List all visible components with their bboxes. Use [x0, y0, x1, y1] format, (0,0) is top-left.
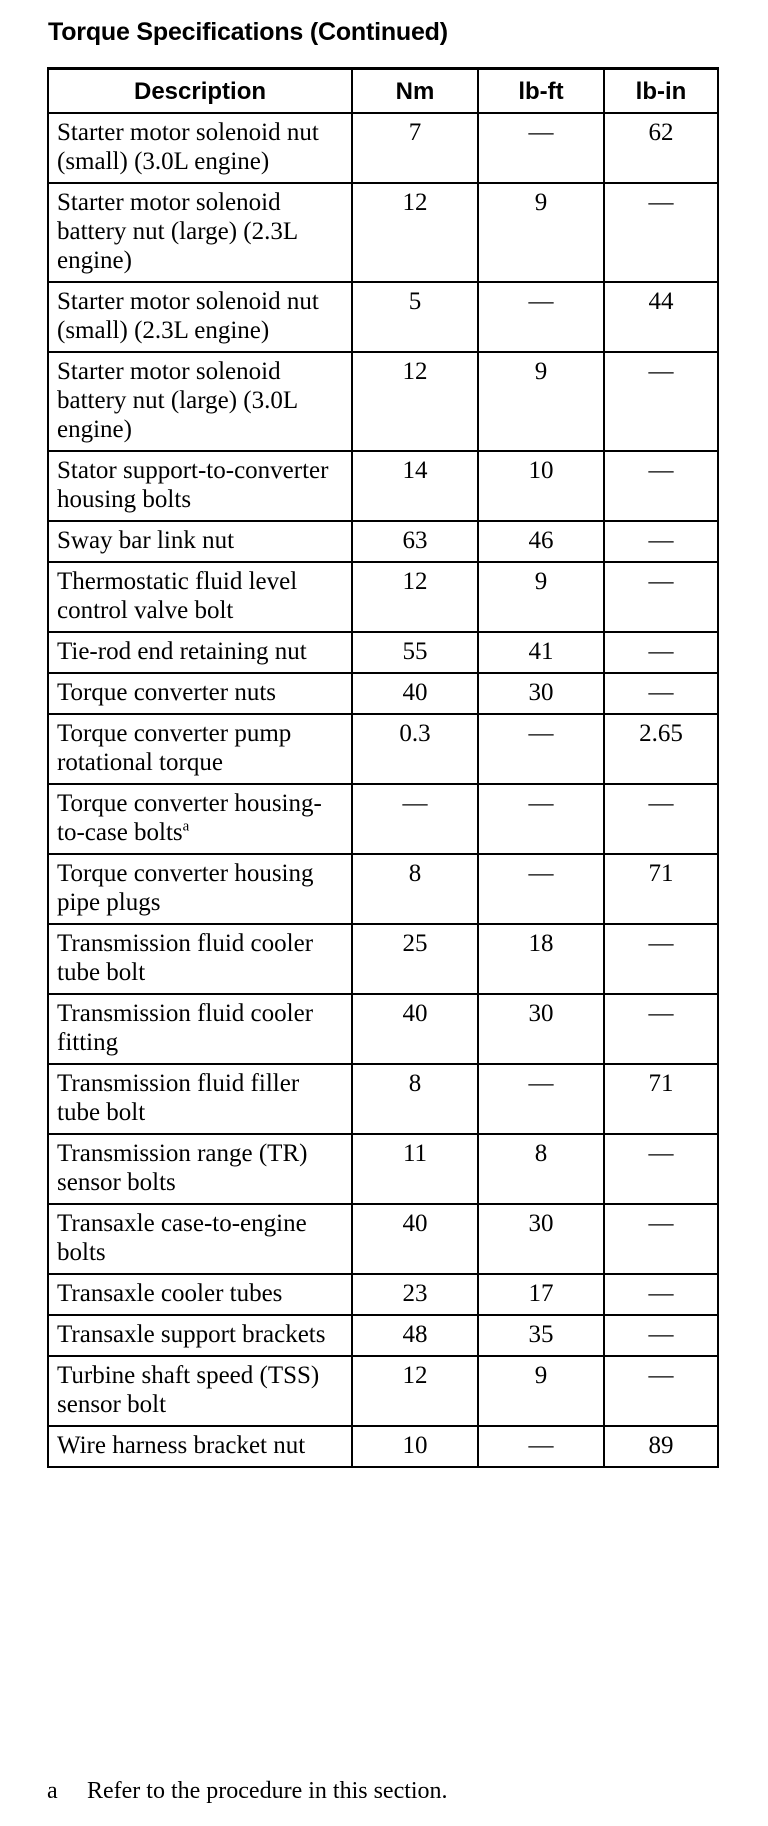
- cell-lbft: 41: [478, 632, 604, 673]
- cell-lbin: —: [604, 673, 718, 714]
- table-row: [48, 673, 718, 714]
- cell-lbft: —: [478, 1064, 604, 1134]
- description-text: Transaxle case-to-engine bolts: [57, 1210, 307, 1266]
- table-row: [48, 183, 718, 282]
- cell-lbft: 46: [478, 521, 604, 562]
- cell-description: [48, 714, 352, 784]
- table-row: [48, 1315, 718, 1356]
- cell-description: [48, 1426, 352, 1467]
- cell-lbft: —: [478, 113, 604, 183]
- table-row: [48, 562, 718, 632]
- cell-lbft: —: [478, 714, 604, 784]
- table-row: [48, 1064, 718, 1134]
- table-row: [48, 1356, 718, 1426]
- description-text: Torque converter housing pipe plugs: [57, 860, 314, 916]
- cell-nm: 55: [352, 632, 478, 673]
- cell-lbin: 71: [604, 1064, 718, 1134]
- cell-description: [48, 521, 352, 562]
- cell-description: [48, 562, 352, 632]
- cell-nm: 8: [352, 854, 478, 924]
- cell-lbft: —: [478, 854, 604, 924]
- cell-lbin: 44: [604, 282, 718, 352]
- cell-lbft: 30: [478, 1204, 604, 1274]
- cell-description: [48, 1134, 352, 1204]
- table-row: [48, 632, 718, 673]
- cell-description: [48, 673, 352, 714]
- cell-lbin: —: [604, 994, 718, 1064]
- cell-lbft: —: [478, 784, 604, 854]
- torque-spec-table: [47, 67, 719, 1468]
- cell-nm: 11: [352, 1134, 478, 1204]
- description-text: Torque converter nuts: [57, 679, 277, 706]
- cell-lbft: 17: [478, 1274, 604, 1315]
- cell-lbin: —: [604, 924, 718, 994]
- cell-nm: 12: [352, 183, 478, 282]
- description-text: Starter motor solenoid battery nut (large) (2.3L engine): [57, 189, 298, 274]
- cell-description: [48, 924, 352, 994]
- cell-nm: 10: [352, 1426, 478, 1467]
- cell-nm: 5: [352, 282, 478, 352]
- description-text: Transmission fluid cooler tube bolt: [57, 930, 314, 986]
- cell-lbin: —: [604, 352, 718, 451]
- cell-description: [48, 352, 352, 451]
- cell-description: [48, 1274, 352, 1315]
- table-row: [48, 1274, 718, 1315]
- cell-description: [48, 282, 352, 352]
- cell-nm: 12: [352, 1356, 478, 1426]
- column-header-lbft: lb-ft: [478, 69, 604, 114]
- description-text: Transmission fluid filler tube bolt: [57, 1070, 300, 1126]
- cell-nm: 12: [352, 352, 478, 451]
- cell-lbin: —: [604, 1204, 718, 1274]
- column-header-description: Description: [48, 69, 352, 114]
- description-text: Starter motor solenoid nut (small) (3.0L engine): [57, 119, 319, 175]
- cell-lbin: 89: [604, 1426, 718, 1467]
- table-row: [48, 113, 718, 183]
- cell-description: [48, 1315, 352, 1356]
- cell-lbft: 10: [478, 451, 604, 521]
- cell-lbft: 9: [478, 352, 604, 451]
- column-header-nm: Nm: [352, 69, 478, 114]
- page-title: Torque Specifications (Continued): [48, 18, 448, 46]
- cell-lbin: —: [604, 521, 718, 562]
- table-row: [48, 854, 718, 924]
- cell-description: [48, 632, 352, 673]
- description-text: Turbine shaft speed (TSS) sensor bolt: [57, 1362, 320, 1418]
- table-row: [48, 451, 718, 521]
- cell-nm: 23: [352, 1274, 478, 1315]
- footnote-marker: a: [47, 1778, 58, 1804]
- cell-lbft: 30: [478, 994, 604, 1064]
- cell-nm: 7: [352, 113, 478, 183]
- cell-lbft: 30: [478, 673, 604, 714]
- table-row: [48, 282, 718, 352]
- cell-nm: 8: [352, 1064, 478, 1134]
- cell-lbin: —: [604, 562, 718, 632]
- cell-lbft: 9: [478, 1356, 604, 1426]
- cell-lbft: 35: [478, 1315, 604, 1356]
- cell-lbft: 9: [478, 562, 604, 632]
- table-body: [48, 113, 718, 1467]
- description-text: Transaxle cooler tubes: [57, 1280, 283, 1307]
- cell-lbin: 71: [604, 854, 718, 924]
- footnote-ref: a: [182, 818, 190, 835]
- cell-lbft: 8: [478, 1134, 604, 1204]
- cell-nm: 63: [352, 521, 478, 562]
- cell-description: [48, 451, 352, 521]
- description-text: Torque converter pump rotational torque: [57, 720, 292, 776]
- description-text: Starter motor solenoid battery nut (large) (3.0L engine): [57, 358, 298, 443]
- description-text: Wire harness bracket nut: [57, 1432, 306, 1459]
- table-row: [48, 352, 718, 451]
- cell-nm: 40: [352, 994, 478, 1064]
- cell-lbin: —: [604, 1315, 718, 1356]
- description-text: Transmission fluid cooler fitting: [57, 1000, 314, 1056]
- cell-description: [48, 1356, 352, 1426]
- table-row: [48, 1204, 718, 1274]
- cell-nm: 40: [352, 1204, 478, 1274]
- cell-description: [48, 183, 352, 282]
- description-text: Starter motor solenoid nut (small) (2.3L engine): [57, 288, 319, 344]
- cell-description: [48, 854, 352, 924]
- table-row: [48, 1426, 718, 1467]
- cell-description: [48, 1064, 352, 1134]
- description-text: Transmission range (TR) sensor bolts: [57, 1140, 308, 1196]
- cell-nm: 14: [352, 451, 478, 521]
- table-row: [48, 994, 718, 1064]
- cell-lbft: 18: [478, 924, 604, 994]
- cell-lbin: —: [604, 1274, 718, 1315]
- cell-lbin: —: [604, 784, 718, 854]
- footnote-text: Refer to the procedure in this section.: [87, 1778, 448, 1804]
- description-text: Transaxle support brackets: [57, 1321, 326, 1348]
- cell-lbin: —: [604, 451, 718, 521]
- cell-lbin: 2.65: [604, 714, 718, 784]
- cell-lbin: —: [604, 632, 718, 673]
- cell-description: [48, 784, 352, 854]
- description-text: Sway bar link nut: [57, 527, 235, 554]
- cell-lbin: —: [604, 1134, 718, 1204]
- cell-lbin: —: [604, 1356, 718, 1426]
- cell-nm: 0.3: [352, 714, 478, 784]
- table-row: [48, 521, 718, 562]
- cell-nm: 25: [352, 924, 478, 994]
- table-row: [48, 924, 718, 994]
- column-header-lbin: lb-in: [604, 69, 718, 114]
- cell-nm: —: [352, 784, 478, 854]
- description-text: Thermostatic fluid level control valve bolt: [57, 568, 298, 624]
- cell-nm: 48: [352, 1315, 478, 1356]
- cell-lbft: —: [478, 1426, 604, 1467]
- description-text: Stator support-to-converter housing bolts: [57, 457, 329, 513]
- description-text: Tie-rod end retaining nut: [57, 638, 307, 665]
- cell-description: [48, 994, 352, 1064]
- cell-lbin: 62: [604, 113, 718, 183]
- cell-lbin: —: [604, 183, 718, 282]
- table-row: [48, 1134, 718, 1204]
- cell-nm: 40: [352, 673, 478, 714]
- table-row: [48, 714, 718, 784]
- cell-nm: 12: [352, 562, 478, 632]
- cell-description: [48, 1204, 352, 1274]
- cell-description: [48, 113, 352, 183]
- cell-lbft: 9: [478, 183, 604, 282]
- table-row: [48, 784, 718, 854]
- cell-lbft: —: [478, 282, 604, 352]
- footnote: [47, 1778, 448, 1805]
- description-text: Torque converter housing-to-case bolts: [57, 790, 322, 846]
- table-header-row: [48, 69, 718, 114]
